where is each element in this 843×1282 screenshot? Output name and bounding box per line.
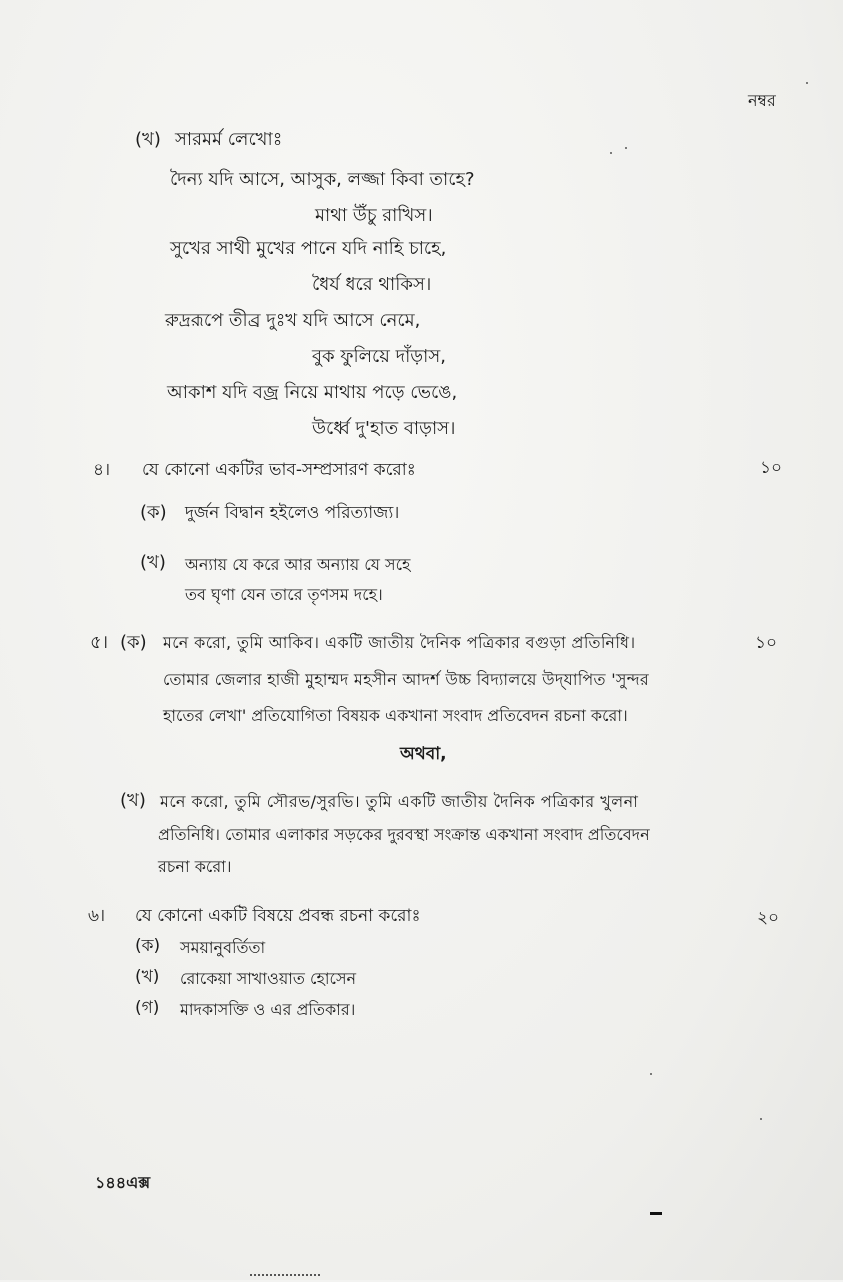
q5-option-a-label: (ক) bbox=[120, 632, 147, 653]
scan-speck bbox=[625, 147, 627, 149]
q5-a-line-1: মনে করো, তুমি আকিব। একটি জাতীয় দৈনিক পত্রিকার বগুড়া প্রতিনিধি। bbox=[163, 633, 636, 652]
poem-line-5: রুদ্ররূপে তীব্র দুঃখ যদি আসে নেমে, bbox=[165, 310, 421, 331]
q4-number: ৪। bbox=[93, 460, 111, 480]
poem-line-1: দৈন্য যদি আসে, আসুক, লজ্জা কিবা তাহে? bbox=[170, 169, 475, 190]
scan-mark bbox=[650, 1212, 662, 1215]
q6-option-b-label: (খ) bbox=[135, 967, 160, 987]
q4-option-a-label: (ক) bbox=[140, 502, 167, 523]
marks-column-header: নম্বর bbox=[748, 91, 776, 110]
poem-line-4: ধৈর্য ধরে থাকিস। bbox=[312, 274, 432, 295]
scan-speck bbox=[650, 1073, 652, 1075]
q4-option-a-text: দুর্জন বিদ্বান হইলেও পরিত্যাজ্য। bbox=[185, 503, 400, 523]
poem-line-3: সুখের সাথী মুখের পানে যদি নাহি চাহে, bbox=[170, 238, 447, 259]
q5-marks: ১০ bbox=[755, 633, 778, 653]
q5-a-line-3: হাতের লেখা' প্রতিযোগিতা বিষয়ক একখানা সংবাদ প্রতিবেদন রচনা করো। bbox=[163, 706, 628, 725]
q6-option-a-text: সময়ানুবর্তিতা bbox=[180, 938, 266, 957]
scan-speck bbox=[760, 1118, 762, 1120]
q4-option-b-line1: অন্যায় যে করে আর অন্যায় যে সহে bbox=[185, 555, 411, 574]
q3b-instruction: সারমর্ম লেখোঃ bbox=[175, 129, 283, 150]
q6-marks: ২০ bbox=[757, 908, 780, 928]
poem-line-7: আকাশ যদি বজ্র নিয়ে মাথায় পড়ে ভেঙে, bbox=[167, 382, 458, 403]
paper-code: ১৪৪এক্স bbox=[95, 1173, 151, 1192]
q6-option-a-label: (ক) bbox=[135, 936, 161, 956]
q4-option-b-line2: তব ঘৃণা যেন তারে তৃণসম দহে। bbox=[185, 585, 383, 604]
q5-b-line-2: প্রতিনিধি। তোমার এলাকার সড়কের দুরবস্থা সংক্রান্ত একখানা সংবাদ প্রতিবেদন bbox=[158, 825, 650, 844]
q5-or: অথবা, bbox=[400, 744, 447, 764]
scan-speck bbox=[806, 82, 808, 84]
scan-edge-marks bbox=[250, 1274, 320, 1282]
q5-b-line-3: রচনা করো। bbox=[158, 857, 232, 876]
poem-line-2: মাথা উঁচু রাখিস। bbox=[315, 205, 433, 226]
q6-number: ৬। bbox=[88, 906, 106, 926]
q4-instruction: যে কোনো একটির ভাব-সম্প্রসারণ করোঃ bbox=[142, 460, 416, 480]
q3b-label: (খ) bbox=[135, 129, 161, 150]
q6-option-c-text: মাদকাসক্তি ও এর প্রতিকার। bbox=[180, 1000, 356, 1019]
q6-option-c-label: (গ) bbox=[135, 998, 160, 1018]
q5-number: ৫। bbox=[90, 632, 109, 653]
q6-instruction: যে কোনো একটি বিষয়ে প্রবন্ধ রচনা করোঃ bbox=[135, 906, 421, 926]
q4-option-b-label: (খ) bbox=[140, 552, 166, 573]
q5-b-line-1: মনে করো, তুমি সৌরভ/সুরভি। তুমি একটি জাতীয় দৈনিক পত্রিকার খুলনা bbox=[160, 792, 639, 811]
q6-option-b-text: রোকেয়া সাখাওয়াত হোসেন bbox=[180, 969, 357, 988]
poem-line-8: উর্ধ্বে দু'হাত বাড়াস। bbox=[312, 418, 456, 439]
q5-a-line-2: তোমার জেলার হাজী মুহাম্মদ মহসীন আদর্শ উচ্চ বিদ্যালয়ে উদ্‌যাপিত 'সুন্দর bbox=[163, 670, 650, 689]
scan-speck bbox=[610, 152, 612, 154]
q5-option-b-label: (খ) bbox=[120, 790, 146, 811]
poem-line-6: বুক ফুলিয়ে দাঁড়াস, bbox=[312, 346, 446, 367]
q4-marks: ১০ bbox=[760, 458, 783, 478]
